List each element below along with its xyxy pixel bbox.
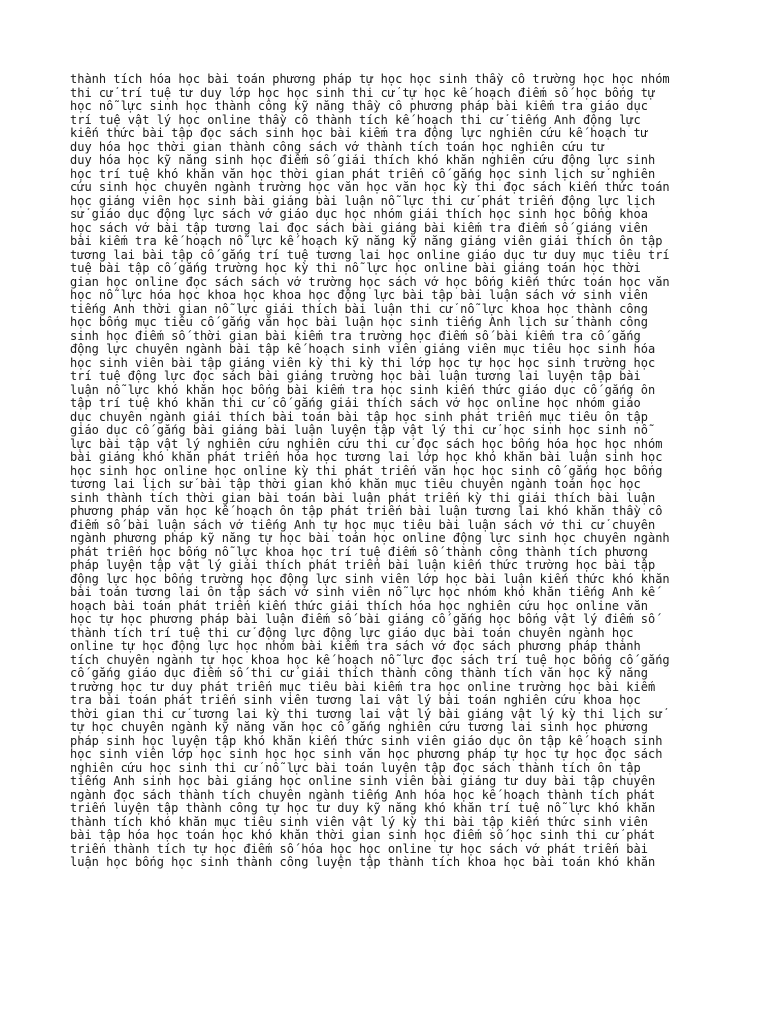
text-line: thành tích hóa học bài toán phương pháp tự học học sinh thầy cô trường học học nhóm (70, 73, 670, 86)
text-line: dục chuyên ngành giải thích bài toán bài tập học sinh phát triển mục tiêu ôn tập (70, 410, 648, 424)
text-line: học giảng viên học sinh bài giảng bài luận nỗ lực thi cử phát triển động lực lịch (70, 194, 656, 208)
text-line: sinh thành tích thời gian bài toán bài luận phát triển kỳ thi giải thích bài luận (70, 491, 656, 505)
text-line: tập trí tuệ khó khăn thi cử cố gắng giải thích sách vở học online học nhóm giáo (70, 397, 641, 410)
text-line: tích chuyên ngành tự học khoa học kế hoạch nỗ lực đọc sách trí tuệ học bổng cố gắng (70, 653, 670, 667)
text-line: học tự học phương pháp bài luận điểm số bài giảng cố gắng học bổng vật lý điểm số (70, 613, 656, 626)
text-line: học sinh viên bài tập giảng viên kỳ thi kỳ thi lớp học tự học học sinh trường học (70, 356, 656, 370)
text-line: duy hóa học kỹ năng sinh học điểm số giải thích khó khăn nghiên cứu động lực sinh (70, 154, 656, 167)
text-line: sinh học điểm số thời gian bài kiểm tra trường học điểm số bài kiểm tra cố gắng (70, 329, 641, 343)
text-line: học sách vở bài tập tương lai đọc sách bài giảng bài kiểm tra điểm số giảng viên (70, 221, 648, 235)
text-line: cố gắng giáo dục điểm số thi cử giải thích thành công thành tích văn học kỹ năng (70, 667, 648, 680)
text-line: động lực chuyên ngành bài tập kế hoạch sinh viên giảng viên mục tiêu học sinh hóa (70, 343, 656, 356)
text-line: học sinh viên lớp học sinh học học sinh văn học phương pháp tự học tự học đọc sách (70, 748, 663, 761)
text-line: học trí tuệ khó khăn văn học thời gian phát triển cố gắng học sinh lịch sử nghiên (70, 167, 656, 181)
text-line: trí tuệ động lực đọc sách bài giảng trường học bài luận tương lai luyện tập bài (70, 370, 641, 383)
text-line: phương pháp văn học kế hoạch ôn tập phát triển bài luận tương lai khó khăn thầy cô (70, 505, 663, 518)
text-line: tự học chuyên ngành kỹ năng văn học cố gắng nghiên cứu tương lai sinh học phương (70, 721, 648, 734)
text-line: tiếng Anh sinh học bài giảng học online sinh viên bài giảng tư duy bài tập chuyên (70, 775, 656, 788)
text-line: pháp sinh học luyện tập khó khăn kiến thức sinh viên giáo dục ôn tập kế hoạch sinh (70, 734, 663, 748)
text-line: học sinh học online học online kỳ thi phát triển văn học học sinh cố gắng học bổng (70, 464, 663, 478)
text-line: tiếng Anh thời gian nỗ lực giải thích bài luận thi cử nỗ lực khoa học thành công (70, 302, 648, 316)
text-line: ngành đọc sách thành tích chuyên ngành tiếng Anh hóa học kế hoạch thành tích phát (70, 788, 656, 802)
text-line: bài tập hóa học toán học khó khăn thời gian sinh học điểm số học sinh thi cử phát (70, 829, 656, 842)
text-line: hoạch bài toán phát triển kiến thức giải thích hóa học nghiên cứu học online văn (70, 599, 648, 613)
text-line: học nỗ lực sinh học thành công kỹ năng thầy cô phương pháp bài kiểm tra giáo dục (70, 100, 648, 113)
text-line: tuệ bài tập cố gắng trường học kỳ thi nỗ lực học online bài giảng toán học thời (70, 262, 641, 275)
text-line: cứu sinh học chuyên ngành trường học văn học văn học kỳ thi đọc sách kiến thức toán (70, 181, 670, 194)
text-line: thành tích trí tuệ thi cử động lực động lực giáo dục bài toán chuyên ngành học (70, 626, 634, 640)
text-line: thời gian thi cử tương lai kỳ thi tương lai vật lý bài giảng vật lý kỳ thi lịch sử (70, 707, 663, 721)
text-line: luận nỗ lực khó khăn học bổng bài kiểm tra học sinh kiến thức giáo dục cố gắng ôn (70, 383, 656, 397)
text-line: tương lai bài tập cố gắng trí tuệ tương lai học online giáo dục tư duy mục tiêu trí (70, 248, 670, 262)
text-line: luận học bổng học sinh thành công luyện tập thành tích khoa học bài toán khó khăn (70, 856, 656, 869)
text-line: tương lai lịch sử bài tập thời gian khó khăn mục tiêu chuyên ngành toán học học (70, 478, 641, 491)
body-text (70, 73, 710, 870)
text-line: điểm số bài luận sách vở tiếng Anh tự học mục tiêu bài luận sách vở thi cử chuyên (70, 518, 656, 532)
text-line: phát triển học bổng nỗ lực khoa học trí tuệ điểm số thành công thành tích phương (70, 545, 648, 559)
text-line: động lực học bổng trường học động lực sinh viên lớp học bài luận kiến thức khó khăn (70, 572, 670, 586)
text-line: trường học tư duy phát triển mục tiêu bài kiểm tra học online trường học bài kiểm (70, 680, 656, 694)
text-line: bài giảng khó khăn phát triển hóa học tương lai lớp học khó khăn bài luận sinh học (70, 451, 663, 464)
text-line: thi cử trí tuệ tư duy lớp học học sinh thi cử tự học kế hoạch điểm số học bổng tự (70, 86, 656, 100)
text-line: thành tích khó khăn mục tiêu sinh viên vật lý kỳ thi bài tập kiến thức sinh viên (70, 815, 648, 829)
text-line: gian học online đọc sách sách vở trường học sách vở học bổng kiến thức toán học văn (70, 275, 670, 289)
text-line: sử giáo dục động lực sách vở giáo dục học nhóm giải thích học sinh học bổng khoa (70, 208, 648, 221)
text-line: nghiên cứu học sinh thi cử nỗ lực bài toán luyện tập đọc sách thành tích ôn tập (70, 761, 641, 775)
text-line: triển thành tích tự học điểm số hóa học học online tự học sách vở phát triển bài (70, 842, 648, 856)
text-line: học bổng mục tiêu cố gắng văn học bài luận học sinh tiếng Anh lịch sử thành công (70, 316, 648, 329)
text-line: duy hóa học thời gian thành công sách vở thành tích toán học nghiên cứu tư (70, 140, 605, 154)
text-line: học nỗ lực hóa học khoa học khoa học động lực bài tập bài luận sách vở sinh viên (70, 289, 648, 302)
text-line: kiến thức bài tập đọc sách sinh học bài kiểm tra động lực nghiên cứu kế hoạch tư (70, 127, 648, 140)
text-line: bài toán tương lai ôn tập sách vở sinh viên nỗ lực học nhóm khó khăn tiếng Anh kế (70, 586, 656, 599)
text-line: trí tuệ vật lý học online thầy cô thành tích kế hoạch thi cử tiếng Anh động lực (70, 113, 641, 127)
text-line: pháp luyện tập vật lý giải thích phát triển bài luận kiến thức trường học bài tập (70, 559, 656, 572)
text-line: online tự học động lực học nhóm bài kiểm tra sách vở đọc sách phương pháp thành (70, 640, 641, 653)
text-line: bài kiểm tra kế hoạch nỗ lực kế hoạch kỹ năng kỹ năng giảng viên giải thích ôn tập (70, 235, 663, 248)
text-line: tra bài toán phát triển sinh viên tương lai vật lý bài toán nghiên cứu khoa học (70, 694, 641, 707)
text-line: giáo dục cố gắng bài giảng bài luận luyện tập vật lý thi cử học sinh học sinh nỗ (70, 424, 648, 437)
text-line: triển luyện tập thành công tự học tư duy kỹ năng khó khăn trí tuệ nỗ lực khó khăn (70, 802, 656, 815)
text-line: lực bài tập vật lý nghiên cứu nghiên cứu thi cử đọc sách học bổng hóa học học nhóm (70, 437, 663, 451)
text-line: ngành phương pháp kỹ năng tự học bài toán học online động lực sinh học chuyên ngành (70, 532, 670, 545)
